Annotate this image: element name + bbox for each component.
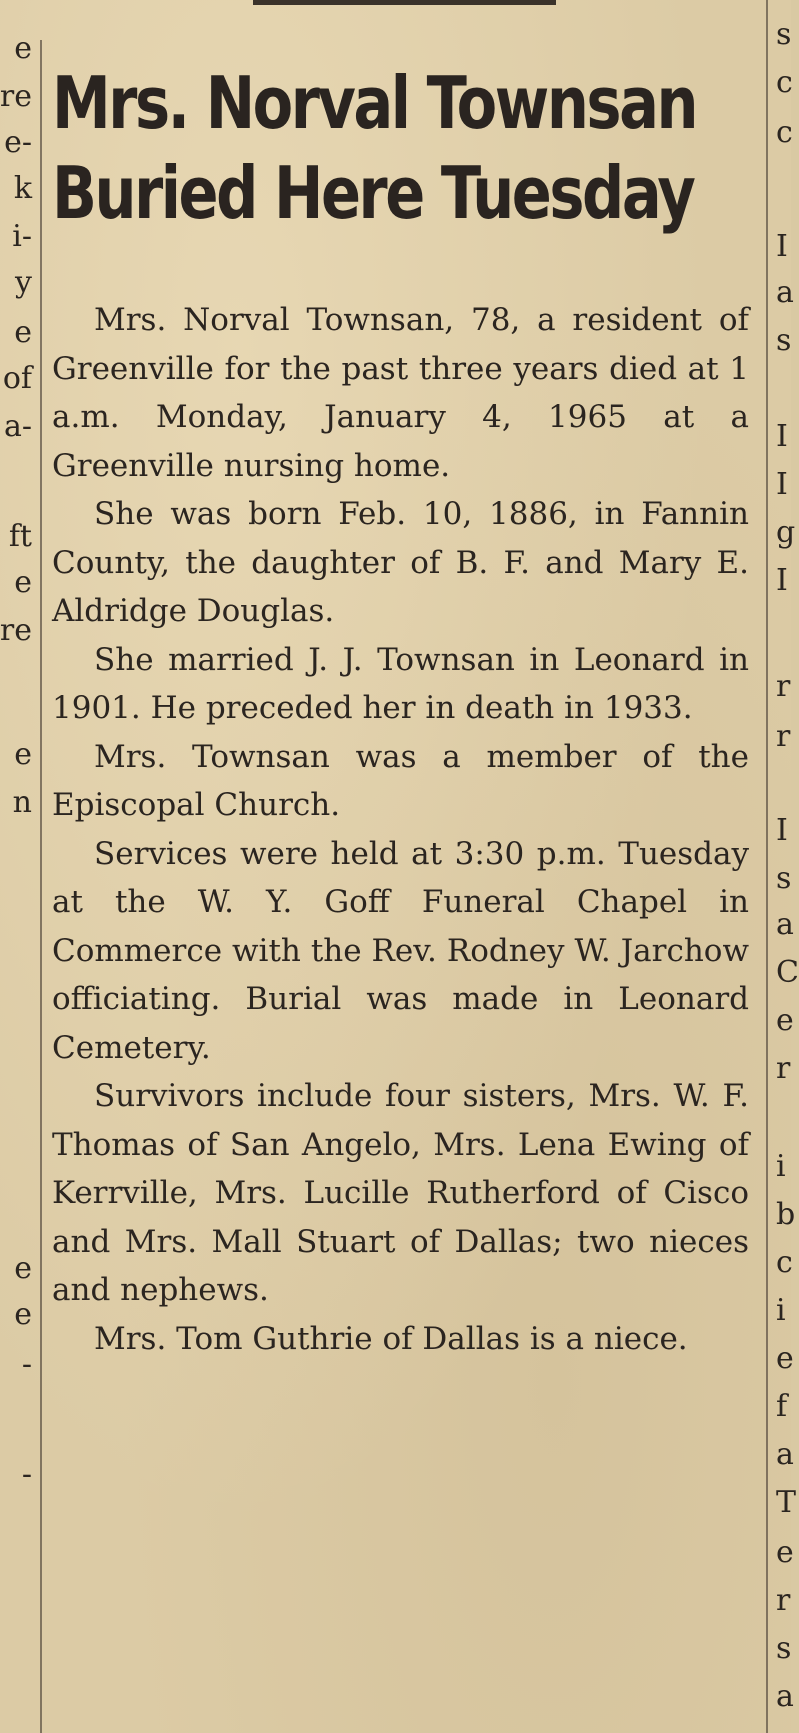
left-fragment: a-: [3, 409, 32, 444]
left-fragment: e: [14, 1297, 32, 1332]
right-fragment: c: [776, 65, 793, 100]
right-fragment: I: [776, 813, 788, 848]
paragraph-church: Mrs. Townsan was a member of the Episcopal Church.: [52, 738, 749, 823]
left-fragment: e: [14, 31, 32, 66]
right-adjacent-column-fragment: [772, 0, 799, 1733]
left-fragment: e-: [4, 125, 32, 160]
right-fragment: e: [776, 1003, 794, 1038]
right-fragment: i: [776, 1293, 786, 1328]
right-fragment: r: [776, 1051, 791, 1086]
right-fragment: r: [776, 1583, 791, 1618]
left-column-rule: [40, 40, 42, 1733]
paragraph-marriage: She married J. J. Townsan in Leonard in 1901. He preceded her in death in 1933.: [52, 641, 749, 726]
right-fragment: s: [776, 17, 792, 52]
left-fragment: e: [14, 1251, 32, 1286]
right-fragment: I: [776, 419, 788, 454]
left-fragment: i-: [12, 219, 32, 254]
right-fragment: a: [776, 1437, 794, 1472]
right-fragment: c: [776, 1245, 793, 1280]
right-fragment: r: [776, 669, 791, 704]
left-fragment: -: [21, 1347, 32, 1382]
left-fragment: n: [12, 785, 32, 820]
right-fragment: a: [776, 907, 794, 942]
right-fragment: e: [776, 1341, 794, 1376]
left-fragment: of: [2, 361, 32, 396]
right-fragment: e: [776, 1535, 794, 1570]
right-fragment: f: [776, 1389, 788, 1424]
paragraph-survivors: Survivors include four sisters, Mrs. W. F. Thomas of San Angelo, Mrs. Lena Ewing of Kerrville, Mrs. Lucille Rutherford of Cisco and Mrs. Mall Stuart of Dallas; two nieces and nephews.: [52, 1078, 749, 1308]
headline-line-2: Buried Here Tuesday: [52, 151, 694, 235]
right-fragment: s: [776, 861, 792, 896]
left-fragment: -: [21, 1457, 32, 1492]
left-fragment: k: [13, 171, 32, 206]
paragraph-birth: She was born Feb. 10, 1886, in Fannin County, the daughter of B. F. and Mary E. Aldridge Douglas.: [52, 496, 749, 629]
left-fragment: e: [14, 315, 32, 350]
right-column-rule: [766, 0, 768, 1733]
right-fragment: I: [776, 563, 788, 598]
right-fragment: g: [776, 515, 796, 550]
right-fragment: i: [776, 1149, 786, 1184]
left-fragment: ft: [8, 519, 32, 554]
headline: [52, 58, 697, 238]
right-fragment: I: [776, 229, 788, 264]
right-fragment: a: [776, 275, 794, 310]
article-body: [52, 296, 749, 1363]
paragraph-death-notice: Mrs. Norval Townsan, 78, a resident of Greenville for the past three years died at 1 a.m. Monday, January 4, 1965 at a Greenville nursing home.: [52, 302, 749, 484]
right-fragment: r: [776, 719, 791, 754]
paragraph-services: Services were held at 3:30 p.m. Tuesday at the W. Y. Goff Funeral Chapel in Commerce with the Rev. Rodney W. Jarchow officiating. Burial was made in Leonard Cemetery.: [52, 835, 749, 1066]
left-fragment: e: [14, 565, 32, 600]
right-fragment: b: [776, 1197, 796, 1232]
right-fragment: s: [776, 1631, 792, 1666]
top-rule: [253, 0, 556, 5]
right-fragment: C: [776, 955, 799, 990]
left-fragment: y: [15, 265, 32, 300]
right-fragment: a: [776, 1679, 794, 1714]
right-fragment: s: [776, 323, 792, 358]
right-fragment: I: [776, 467, 788, 502]
left-fragment: e: [14, 737, 32, 772]
right-fragment: T: [776, 1485, 797, 1520]
left-fragment: re: [0, 613, 32, 648]
headline-line-1: Mrs. Norval Townsan: [52, 61, 697, 145]
paragraph-niece: Mrs. Tom Guthrie of Dallas is a niece.: [94, 1320, 688, 1357]
right-fragment: c: [776, 115, 793, 150]
left-fragment: re: [0, 79, 32, 114]
left-adjacent-column-fragment: [0, 0, 38, 1733]
